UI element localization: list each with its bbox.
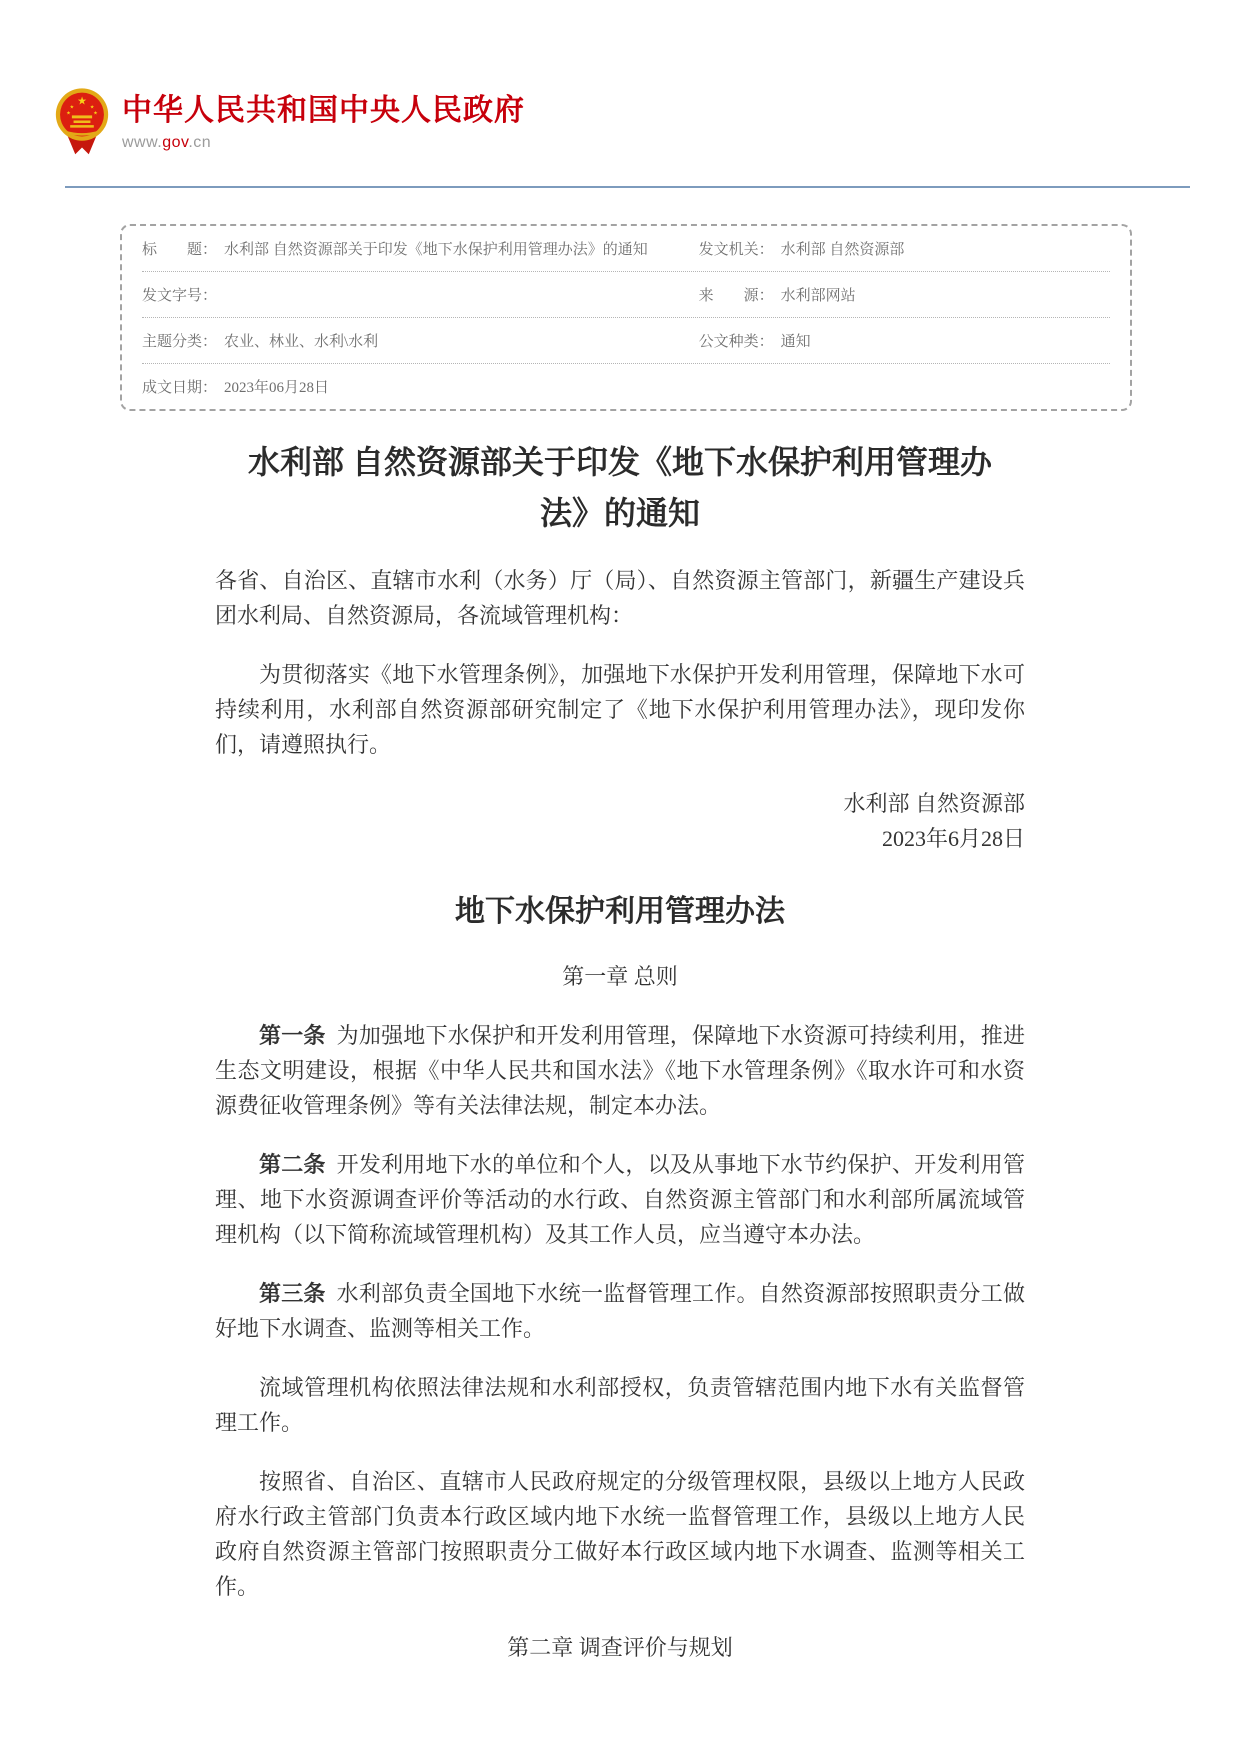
svg-text:★: ★ — [66, 110, 71, 117]
article-2-text: 开发利用地下水的单位和个人，以及从事地下水节约保护、开发利用管理、地下水资源调查评价等活动的水行政、自然资源主管部门和水利部所属流域管理机构（以下简称流域管理机构）及其工作人员，应当遵守本办法。 — [215, 1152, 1025, 1247]
article-3-paragraph — [215, 1276, 1025, 1346]
national-emblem-icon[interactable] — [55, 86, 109, 160]
svg-text:★: ★ — [93, 110, 98, 117]
basin-authority-paragraph: 流域管理机构依照法律法规和水利部授权，负责管辖范围内地下水有关监督管理工作。 — [215, 1375, 1025, 1435]
meta-label-source: 来 源： — [698, 288, 774, 304]
site-identity — [122, 94, 525, 152]
document-body — [215, 437, 1025, 1665]
header-divider — [65, 186, 1190, 188]
meta-field-title — [142, 238, 699, 259]
article-1-paragraph — [215, 1018, 1025, 1123]
salutation-paragraph: 各省、自治区、直辖市水利（水务）厅（局）、自然资源主管部门，新疆生产建设兵团水利局、自然资源局，各流域管理机构： — [215, 568, 1025, 628]
meta-row-category-type — [142, 318, 1110, 364]
regulation-title: 地下水保护利用管理办法 — [455, 895, 785, 928]
site-url-www: www. — [122, 133, 163, 151]
meta-row-docnumber-source — [142, 272, 1110, 318]
signature-block — [215, 786, 1025, 856]
svg-text:★: ★ — [89, 104, 95, 111]
svg-text:★: ★ — [77, 95, 87, 108]
meta-row-date — [142, 364, 1110, 409]
meta-field-issuing-agency — [699, 238, 1110, 259]
article-2-number: 第二条 — [259, 1152, 326, 1177]
article-1-number: 第一条 — [259, 1023, 326, 1048]
site-title[interactable]: 中华人民共和国中央人民政府 — [122, 94, 525, 128]
meta-label-date: 成文日期： — [142, 380, 218, 396]
meta-value-title: 水利部 自然资源部关于印发《地下水保护利用管理办法》的通知 — [224, 242, 648, 258]
meta-label-issuing-agency: 发文机关： — [698, 242, 774, 258]
meta-field-date — [142, 376, 699, 397]
meta-label-title: 标 题： — [142, 242, 218, 258]
article-3-number: 第三条 — [259, 1281, 326, 1306]
signature-date: 2023年6月28日 — [881, 826, 1025, 851]
site-header — [0, 0, 1240, 160]
intro-paragraph: 为贯彻落实《地下水管理条例》，加强地下水保护开发利用管理，保障地下水可持续利用，水利部自然资源部研究制定了《地下水保护利用管理办法》，现印发你们，请遵照执行。 — [215, 662, 1025, 757]
meta-label-doc-type: 公文种类： — [698, 334, 774, 350]
meta-label-subject-category: 主题分类： — [142, 334, 218, 350]
meta-value-subject-category: 农业、林业、水利\水利 — [224, 334, 379, 350]
site-url[interactable] — [122, 134, 525, 152]
chapter-1-heading: 第一章 总则 — [562, 964, 678, 989]
document-title: 水利部 自然资源部关于印发《地下水保护利用管理办法》的通知 — [247, 444, 992, 531]
chapter-2-heading: 第二章 调查评价与规划 — [507, 1635, 733, 1660]
site-url-cn: .cn — [188, 133, 212, 151]
meta-field-source — [699, 284, 1110, 305]
meta-value-doc-type: 通知 — [780, 334, 811, 350]
site-url-gov: gov — [162, 133, 189, 151]
meta-value-issuing-agency: 水利部 自然资源部 — [780, 242, 905, 258]
article-1-text: 为加强地下水保护和开发利用管理，保障地下水资源可持续利用，推进生态文明建设，根据《中华人民共和国水法》《地下水管理条例》《取水许可和水资源费征收管理条例》等有关法律法规，制定本办法。 — [215, 1023, 1025, 1118]
document-meta-box — [120, 224, 1132, 411]
signature-org: 水利部 自然资源部 — [843, 791, 1025, 816]
meta-label-doc-number: 发文字号： — [142, 288, 218, 304]
meta-row-title-agency — [142, 226, 1110, 272]
meta-value-source: 水利部网站 — [780, 288, 856, 304]
article-2-paragraph — [215, 1147, 1025, 1252]
svg-text:★: ★ — [69, 104, 75, 111]
meta-field-subject-category — [142, 330, 699, 351]
article-3-text: 水利部负责全国地下水统一监督管理工作。自然资源部按照职责分工做好地下水调查、监测等相关工作。 — [215, 1281, 1025, 1341]
meta-field-doc-type — [699, 330, 1110, 351]
local-authority-paragraph: 按照省、自治区、直辖市人民政府规定的分级管理权限，县级以上地方人民政府水行政主管部门负责本行政区域内地下水统一监督管理工作，县级以上地方人民政府自然资源主管部门按照职责分工做好本行政区域内地下水调查、监测等相关工作。 — [215, 1469, 1025, 1599]
meta-value-date: 2023年06月28日 — [224, 380, 330, 396]
meta-field-doc-number — [142, 284, 699, 305]
